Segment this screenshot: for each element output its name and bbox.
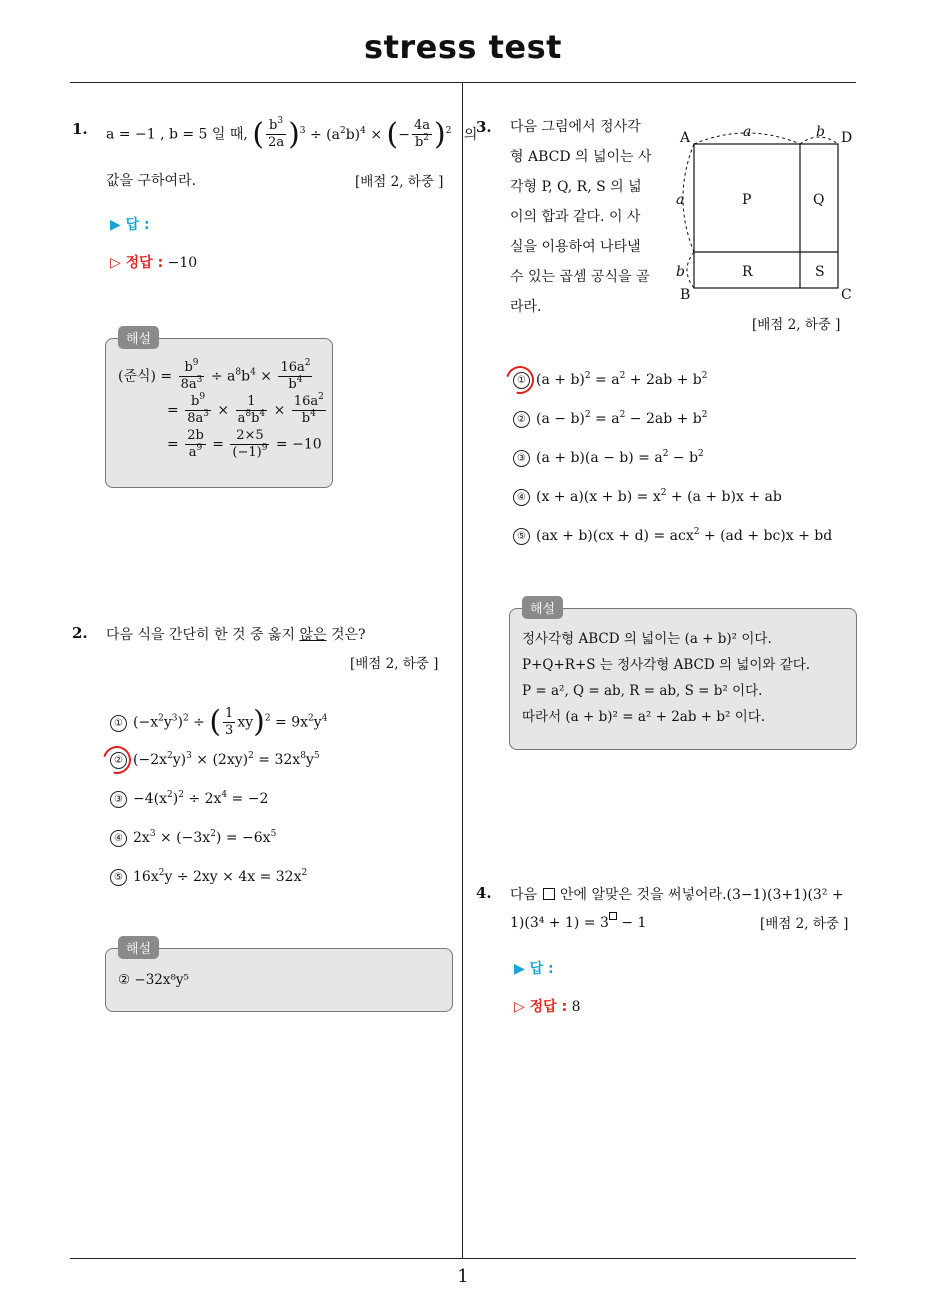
choice-number: ④: [110, 830, 127, 847]
explanation-line: 정사각형 ABCD 의 넓이는 (a + b)² 이다.: [522, 631, 772, 647]
question-2-score: [배점 2, 하중 ]: [350, 656, 439, 672]
answer-label: ▶ 답 :: [514, 961, 554, 977]
q3-choice-1[interactable]: ① $(a + b)^2 = a^2 + 2ab + b^2$: [513, 372, 708, 389]
question-1-line2: 값을 구하여라.: [106, 173, 197, 189]
choice-number: ③: [513, 450, 530, 467]
selected-answer-mark: [501, 361, 539, 399]
region-r-label: R: [742, 264, 753, 280]
square-diagram: [668, 118, 858, 308]
question-1-score: [배점 2, 하중 ]: [355, 174, 444, 190]
correct-label: ▷ 정답 :: [514, 999, 568, 1015]
answer-input[interactable]: [558, 961, 678, 977]
question-4-answer-line: [514, 958, 678, 978]
blank-box-icon: [543, 888, 555, 900]
side-b-top-label: b: [816, 124, 825, 140]
corner-a-label: A: [680, 130, 691, 146]
explanation-tag: 해설: [118, 936, 159, 959]
choice-number: ②: [513, 411, 530, 428]
q2-text-underlined: 않은: [299, 627, 327, 643]
q4-text-d: − 1: [616, 915, 647, 931]
side-a-left-label: a: [676, 192, 685, 208]
q3-choice-4[interactable]: ④ $(x + a)(x + b) = x^2 + (a + b)x$ + ab: [513, 489, 782, 506]
q2-choice-5[interactable]: ⑤ $16x^2y \div 2xy \times 4x = 32x^2$: [110, 869, 307, 886]
explanation-line: 따라서 (a + b)² = a² + 2ab + b² 이다.: [522, 709, 766, 725]
question-3-number: 3.: [476, 118, 492, 136]
region-s-label: S: [815, 264, 825, 280]
q2-choice-2[interactable]: ② $(-2x^2y)^3 \times (2xy)^2 = 32x^8y^5$: [110, 752, 320, 769]
answer-input[interactable]: [154, 217, 274, 233]
question-1-line1: [106, 118, 477, 151]
q1-suffix: 의: [463, 126, 478, 143]
corner-c-label: C: [841, 287, 852, 303]
q4-text-c: 1)(3⁴ + 1) = 3: [510, 915, 609, 931]
q4-text-a: 다음: [510, 887, 538, 903]
q4-text-b: 안에 알맞은 것을 써넣어라.(3−1)(3+1)(3² +: [559, 887, 844, 903]
q1-explanation-label: (준식) =: [118, 368, 173, 385]
q3-text-line: 각형 P, Q, R, S 의 넓: [510, 179, 642, 195]
question-3-score: [배점 2, 하중 ]: [752, 317, 841, 333]
region-q-label: Q: [813, 192, 825, 208]
header-rule: [70, 82, 856, 83]
explanation-tag: 해설: [118, 326, 159, 349]
q3-choice-5[interactable]: ⑤ (ax + b)(cx + d) = acx$^2$ + (ad + bc)x + bd: [513, 528, 832, 545]
side-b-left-label: b: [676, 264, 685, 280]
q3-explanation-text: [522, 626, 810, 730]
question-4-number: 4.: [476, 884, 492, 902]
explanation-line: P+Q+R+S 는 정사각형 ABCD 의 넓이와 같다.: [522, 657, 811, 673]
answer-label: ▶ 답 :: [110, 217, 150, 233]
q3-text-line: 수 있는 곱셈 공식을 골: [510, 269, 650, 285]
corner-b-label: B: [680, 287, 691, 303]
page-number: 1: [457, 1266, 469, 1287]
correct-value: 8: [571, 999, 581, 1015]
q3-text-line: 형 ABCD 의 넓이는 사: [510, 149, 652, 165]
question-1-answer-line: [110, 214, 274, 234]
q3-text-line: 이의 합과 같다. 이 사: [510, 209, 641, 225]
q1-condition: a = −1 , b = 5 일 때,: [106, 126, 248, 143]
q3-choice-3[interactable]: ③ $(a + b)(a - b) = a^2 - b^2$: [513, 450, 704, 467]
column-divider: [462, 82, 463, 1258]
q2-choice-3[interactable]: ③ $-4(x^2)^2 \div 2x^4 = -2$: [110, 791, 268, 808]
question-4-correct-line: [514, 996, 581, 1016]
blank-box-icon: [609, 912, 617, 920]
q1-explanation-formula: (준식) = $\frac{b^9}{8a^3}$ ÷ $a^8b^4$ × $\frac{16a^2}{b^4}$ = $\frac{b^9}{8a^3}$ × $\frac{1}{a^8b^4}$ × $\frac{16a^2}{b^4}$ = $\frac{2b}{a^9}$ = $\frac{2\times 5}{(-1)^9}$ = −10: [118, 358, 324, 460]
footer-rule: [70, 1258, 856, 1259]
q1-expression: ( $\frac{b^3}{2a}$ )$^3 \div (a^2b)^4$ × (− $\frac{4a}{b^2}$ )$^2$: [252, 116, 452, 152]
side-a-top-label: a: [743, 124, 752, 140]
choice-number: ③: [110, 791, 127, 808]
q2-text-b: 것은?: [326, 627, 366, 643]
explanation-line: P = a², Q = ab, R = ab, S = b² 이다.: [522, 683, 763, 699]
q2-text-a: 다음 식을 간단히 한 것 중 옳지: [106, 627, 300, 643]
region-p-label: P: [742, 192, 752, 208]
choice-number: ①: [513, 372, 530, 389]
question-4-line1: [510, 884, 844, 904]
choice-number: ⑤: [513, 528, 530, 545]
page-title: stress test: [364, 28, 562, 66]
correct-label: ▷ 정답 :: [110, 255, 164, 271]
question-4-score: [배점 2, 하중 ]: [760, 916, 849, 932]
brace-left-b: [687, 252, 694, 288]
explanation-tag: 해설: [522, 596, 563, 619]
q2-choice-4[interactable]: ④ $2x^3 \times (-3x^2) = -6x^5$: [110, 830, 276, 847]
choice-number: ②: [110, 752, 127, 769]
q2-explanation-text: ② −32x⁸y⁵: [118, 972, 189, 988]
q3-text-line: 다음 그림에서 정사각: [510, 119, 641, 135]
question-1-correct-line: [110, 252, 197, 272]
question-4-line2: [510, 912, 646, 931]
q2-choice-1[interactable]: ① $(-x^2y^3)^2$ ÷ ( $\frac{1}{3}$ $xy)^2 = 9x^2y^4$: [110, 706, 327, 739]
question-2-text: [106, 624, 366, 644]
corner-d-label: D: [841, 130, 853, 146]
correct-value: −10: [167, 255, 198, 271]
choice-number: ①: [110, 715, 127, 732]
q3-text-line: 라라.: [510, 299, 542, 315]
q3-text-line: 실을 이용하여 나타낼: [510, 239, 641, 255]
q3-choice-2[interactable]: ② $(a - b)^2 = a^2 - 2ab + b^2$: [513, 411, 708, 428]
question-1-number: 1.: [72, 120, 88, 138]
question-3-text: [510, 112, 652, 322]
choice-number: ④: [513, 489, 530, 506]
question-2-number: 2.: [72, 624, 88, 642]
choice-number: ⑤: [110, 869, 127, 886]
selected-answer-mark: [98, 741, 136, 779]
brace-left-a: [683, 144, 694, 252]
